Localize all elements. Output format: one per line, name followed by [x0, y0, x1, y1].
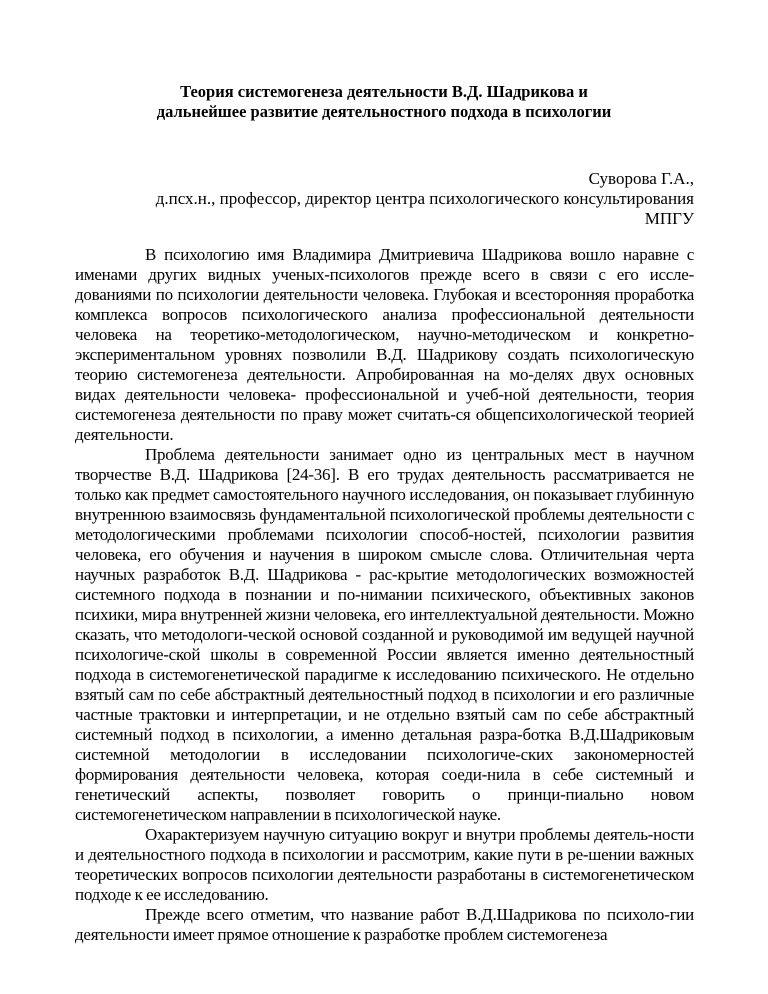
author-institution: МПГУ [644, 209, 694, 228]
title-line-1: Теория системогенеза деятельности В.Д. Шадрикова и [180, 82, 588, 101]
title-line-2: дальнейшее развитие деятельностного подхода в психологии [156, 102, 612, 121]
author-name: Суворова Г.А., [588, 169, 694, 188]
paragraph-3: Охарактеризуем научную ситуацию вокруг и внутри проблемы деятель-ности и деятельностного подхода в психологии и рассмотрим, какие пути в ре-шении важных теоретических вопросов психологии деятельности разработаны в системогенетическом подходе к ее исследованию. [75, 825, 694, 904]
document-body [75, 245, 694, 945]
paragraph-2: Проблема деятельности занимает одно из центральных мест в научном творчестве В.Д. Шадрикова [24-36]. В его трудах деятельность рассматривается не только как предмет самостоятельного научного исследования, он показывает глубинную внутреннюю взаимосвязь фундаментальной психологической проблемы деятельности с методологическими проблемами психологии способ-ностей, психологии развития человека, его обучения и научения в широком смысле слова. Отличительная черта научных разработок В.Д. Шадрикова - рас-крытие методологических возможностей системного подхода в познании и по-нимании психического, объективных законов психики, мира внутренней жизни человека, его интеллектуальной деятельности. Можно сказать, что методологи-ческой основой созданной и руководимой им ведущей научной психологиче-ской школы в современной России является именно деятельностный подхода в системогенетической парадигме к исследованию психического. Не отдельно взятый сам по себе абстрактный деятельностный подход в психологии и его различные частные трактовки и интерпретации, и не отдельно взятый сам по себе абстрактный системный подход в психологии, а именно детальная разра-ботка В.Д.Шадриковым системной методологии в исследовании психологиче-ских закономерностей формирования деятельности человека, которая соеди-нила в себе системный и генетический аспекты, позволяет говорить о принци-пиально новом системогенетическом направлении в психологической науке. [75, 445, 694, 824]
author-position: д.псх.н., профессор, директор центра психологического консультирования [155, 189, 694, 208]
paragraph-1: В психологию имя Владимира Дмитриевича Шадрикова вошло наравне с именами других видных ученых-психологов прежде всего в связи с его иссле-дованиями по психологии деятельности человека. Глубокая и всесторонняя проработка комплекса вопросов психологического анализа профессиональной деятельности человека на теоретико-методологическом, научно-методическом и конкретно-экспериментальном уровнях позволили В.Д. Шадрикову создать психологическую теорию системогенеза деятельности. Апробированная на мо-делях двух основных видах деятельности человека- профессиональной и учеб-ной деятельности, теория системогенеза деятельности по праву может считать-ся общепсихологической теорией деятельности. [75, 245, 694, 444]
paragraph-4: Прежде всего отметим, что название работ В.Д.Шадрикова по психоло-гии деятельности имеет прямое отношение к разработке проблем системогенеза [75, 905, 694, 944]
author-block [100, 169, 694, 229]
document-title [100, 82, 668, 122]
